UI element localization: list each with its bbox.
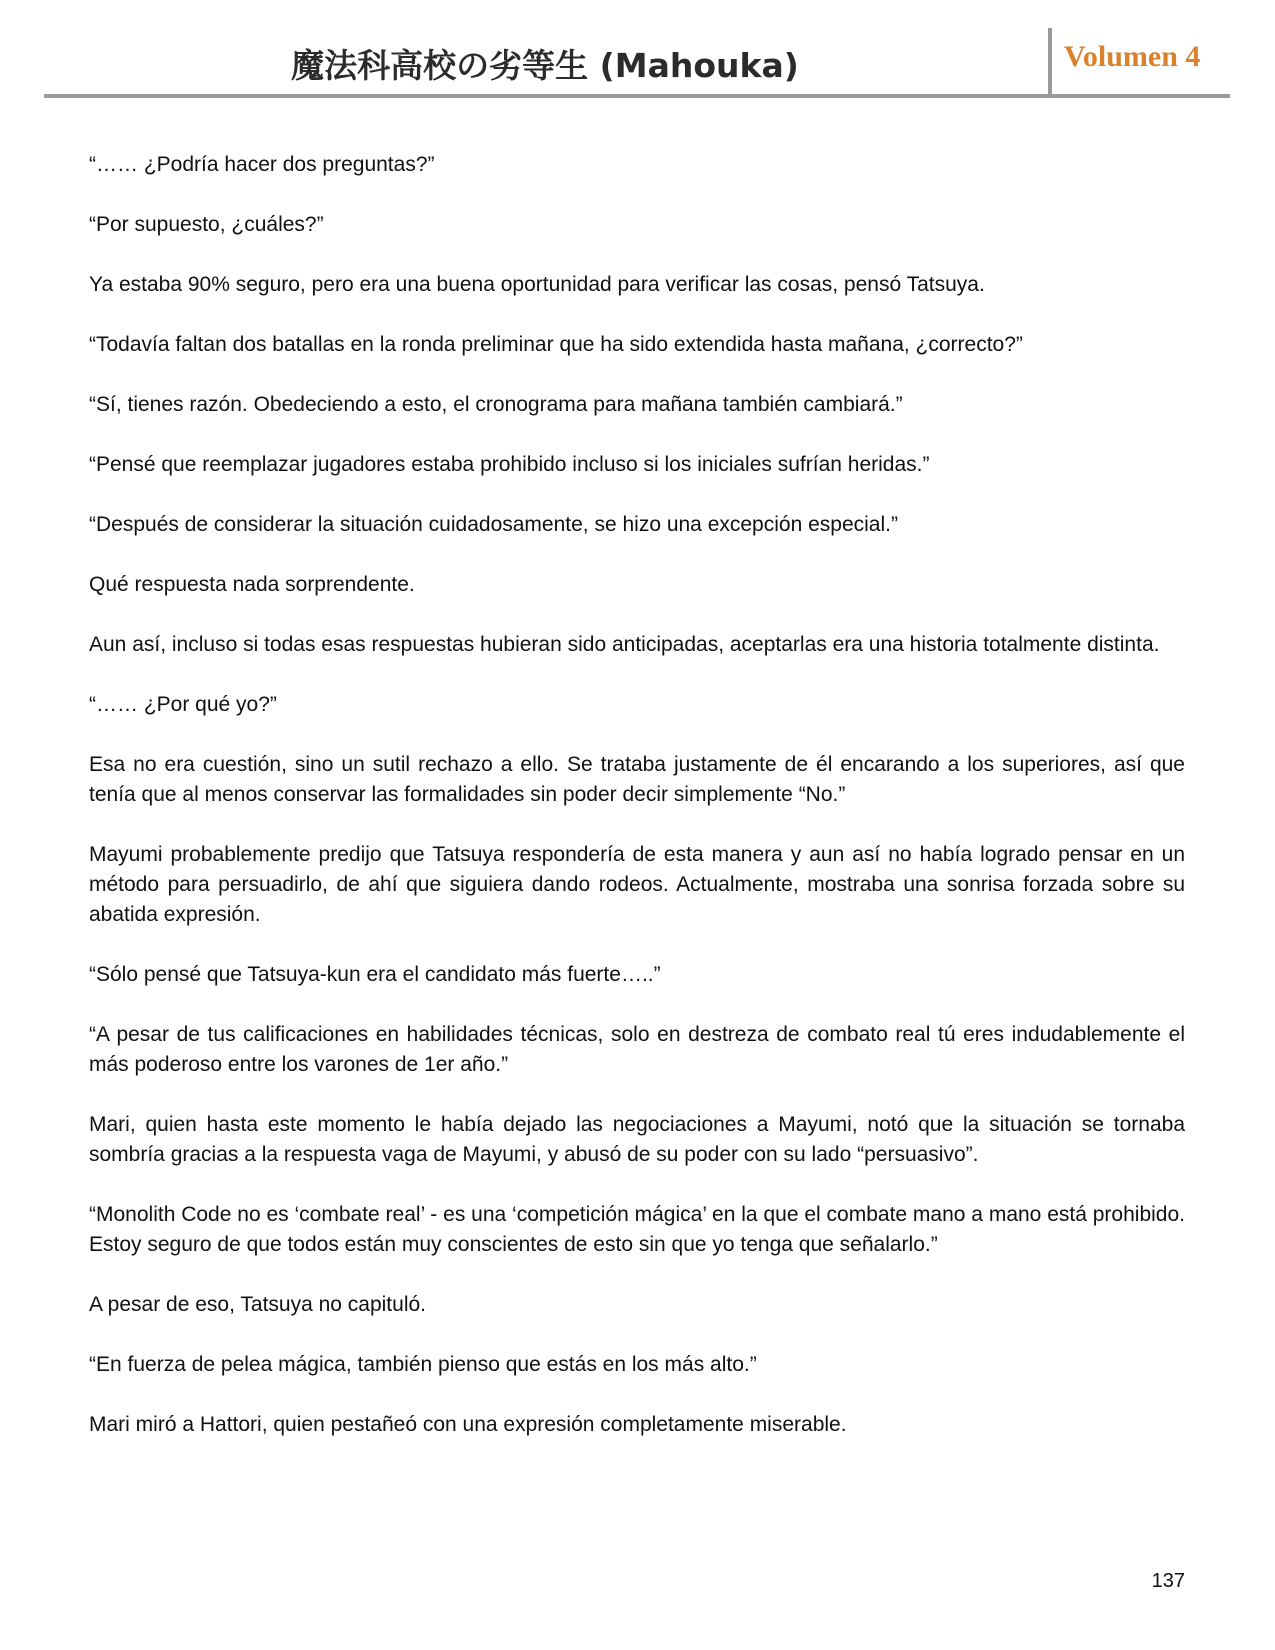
paragraph: “Por supuesto, ¿cuáles?” [89, 213, 324, 236]
paragraph: “Sólo pensé que Tatsuya-kun era el candidato más fuerte…..” [89, 963, 661, 986]
volume-label: Volumen 4 [1064, 40, 1201, 73]
paragraph: “Sí, tienes razón. Obedeciendo a esto, el cronograma para mañana también cambiará.” [89, 393, 903, 416]
page-header [44, 28, 1230, 98]
paragraph: Mari miró a Hattori, quien pestañeó con una expresión completamente miserable. [89, 1413, 847, 1436]
paragraph: “…… ¿Podría hacer dos preguntas?” [89, 153, 435, 176]
page-number: 137 [1151, 1570, 1185, 1592]
book-title: 魔法科高校の劣等生 (Mahouka) [291, 46, 799, 85]
page-body [89, 150, 1185, 1470]
paragraph: “A pesar de tus calificaciones en habilidades técnicas, solo en destreza de combato real tú eres indudablemente el más poderoso entre los varones de 1er año.” [89, 1023, 1185, 1076]
paragraph: Esa no era cuestión, sino un sutil rechazo a ello. Se trataba justamente de él encarando a los superiores, así que tenía que al menos conservar las formalidades sin poder decir simplemente “No.” [89, 753, 1185, 806]
paragraph: “En fuerza de pelea mágica, también pienso que estás en los más alto.” [89, 1353, 757, 1376]
paragraph: A pesar de eso, Tatsuya no capituló. [89, 1293, 427, 1316]
paragraph: “Todavía faltan dos batallas en la ronda preliminar que ha sido extendida hasta mañana, ¿correcto?” [89, 333, 1023, 356]
paragraph: “Pensé que reemplazar jugadores estaba prohibido incluso si los iniciales sufrían heridas.” [89, 453, 930, 476]
paragraph: Aun así, incluso si todas esas respuestas hubieran sido anticipadas, aceptarlas era una historia totalmente distinta. [89, 633, 1160, 656]
paragraph: “…… ¿Por qué yo?” [89, 693, 277, 716]
paragraph: Qué respuesta nada sorprendente. [89, 573, 415, 596]
paragraph: “Monolith Code no es ‘combate real’ - es una ‘competición mágica’ en la que el combate mano a mano está prohibido. Estoy seguro de que todos están muy conscientes de esto sin que yo tenga que señalarlo.” [89, 1203, 1185, 1256]
paragraph: Ya estaba 90% seguro, pero era una buena oportunidad para verificar las cosas, pensó Tatsuya. [89, 273, 985, 296]
header-divider [1048, 28, 1052, 94]
paragraph: Mari, quien hasta este momento le había dejado las negociaciones a Mayumi, notó que la situación se tornaba sombría gracias a la respuesta vaga de Mayumi, y abusó de su poder con su lado “persuasivo”. [89, 1113, 1185, 1166]
paragraph: “Después de considerar la situación cuidadosamente, se hizo una excepción especial.” [89, 513, 898, 536]
paragraph: Mayumi probablemente predijo que Tatsuya respondería de esta manera y aun así no había logrado pensar en un método para persuadirlo, de ahí que siguiera dando rodeos. Actualmente, mostraba una sonrisa forzada sobre su abatida expresión. [89, 843, 1185, 926]
